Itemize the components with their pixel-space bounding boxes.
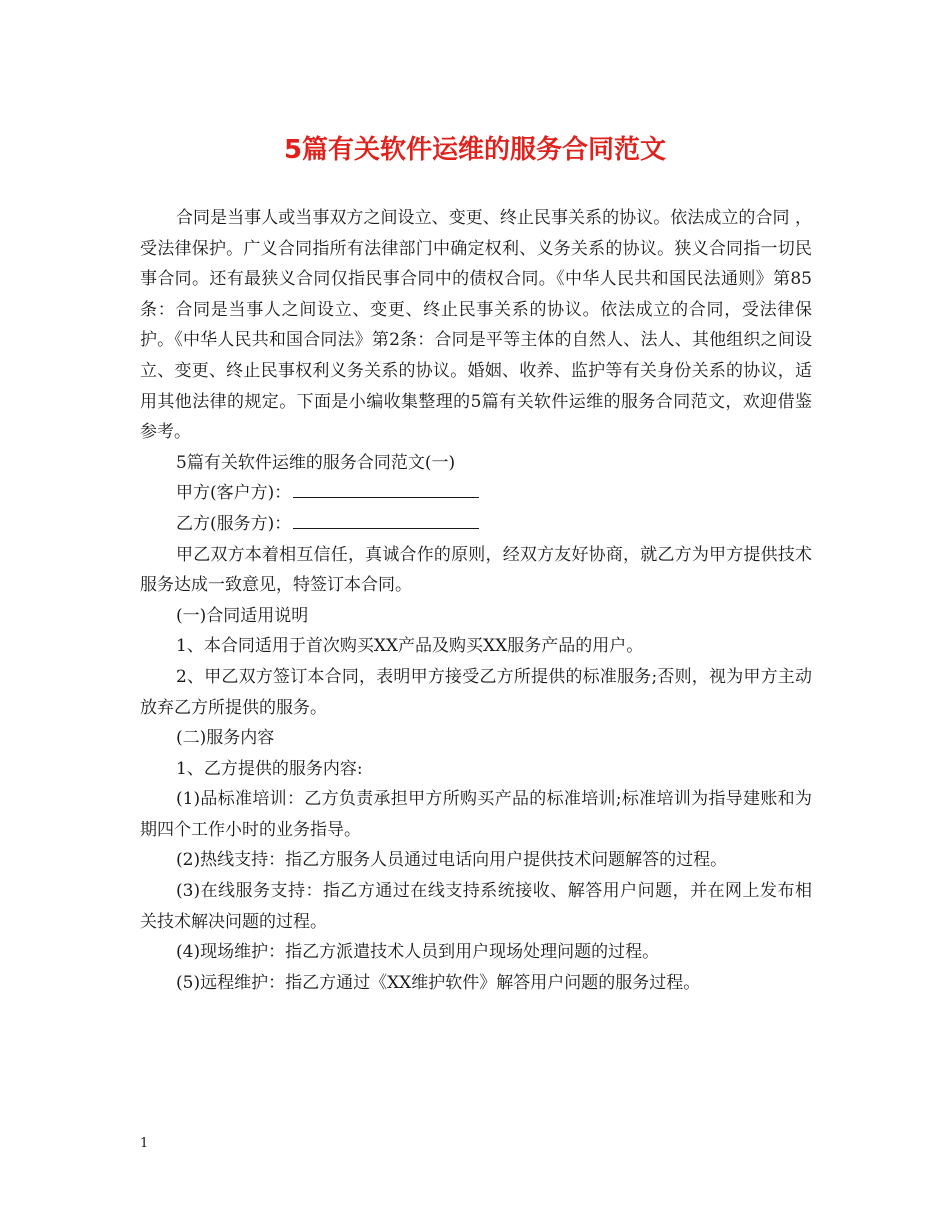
document-body — [140, 203, 812, 998]
clause-paragraph: 1、乙方提供的服务内容: — [176, 758, 363, 779]
document-title: 5篇有关软件运维的服务合同范文 — [283, 135, 667, 165]
clause-paragraph: 1、本合同适用于首次购买XX产品及购买XX服务产品的用户。 — [176, 636, 644, 657]
party-b-blank — [293, 512, 479, 529]
service-item: (4)现场维护：指乙方派遣技术人员到用户现场处理问题的过程。 — [176, 942, 660, 963]
service-item: (2)热线支持：指乙方服务人员通过电话向用户提供技术问题解答的过程。 — [176, 850, 728, 871]
intro-paragraph: 合同是当事人或当事双方之间设立、变更、终止民事关系的协议。依法成立的合同 ，受法律保护。广义合同指所有法律部门中确定权利、义务关系的协议。狭义合同指一切民事合同。还有最狭义合同仅指民事合同中的债权合同。《中华人民共和国民法通则》第85条：合同是当事人之间设立、变更、终止民事关系的协议。依法成立的合同，受法律保护。《中华人民共和国合同法》第2条：合同是平等主体的自然人、法人、其他组织之间设立、变更、终止民事权利义务关系的协议。婚姻、收养、监护等有关身份关系的协议，适用其他法律的规定。下面是小编收集整理的5篇有关软件运维的服务合同范文，欢迎借鉴参考。 — [140, 208, 812, 443]
service-item: (1)品标准培训：乙方负责承担甲方所购买产品的标准培训;标准培训为指导建账和为期四个工作小时的业务指导。 — [140, 789, 812, 840]
party-b-line — [140, 509, 812, 540]
service-item: (3)在线服务支持：指乙方通过在线支持系统接收、解答用户问题，并在网上发布相关技术解决问题的过程。 — [140, 881, 812, 932]
preamble-paragraph: 甲乙双方本着相互信任，真诚合作的原则，经双方友好协商，就乙方为甲方提供技术服务达成一致意见，特签订本合同。 — [140, 544, 812, 596]
clause-paragraph: 2、甲乙双方签订本合同，表明甲方接受乙方所提供的标准服务;否则，视为甲方主动放弃乙方所提供的服务。 — [140, 666, 812, 718]
party-a-label: 甲方(客户方)： — [176, 483, 292, 504]
party-a-line — [140, 478, 812, 509]
service-item: (5)远程维护：指乙方通过《XX维护软件》解答用户问题的服务过程。 — [176, 972, 701, 993]
party-b-label: 乙方(服务方)： — [176, 513, 292, 534]
page-number: 1 — [140, 1136, 149, 1151]
section-heading-contract-1: 5篇有关软件运维的服务合同范文(一) — [176, 452, 456, 473]
section-heading-applicability: (一)合同适用说明 — [176, 605, 309, 626]
party-a-blank — [293, 481, 479, 498]
section-heading-services: (二)服务内容 — [176, 728, 275, 749]
